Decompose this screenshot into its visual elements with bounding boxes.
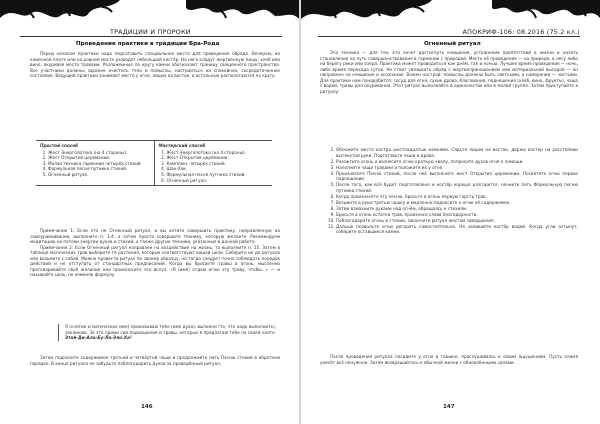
column-title: Мастерский способ [158,143,206,148]
list-item: 2. Жест Открытия церемонии. [167,155,269,161]
list-item: 1. Обложите место костра шестнадцатью камнями. Сядьте лицом на восток, держа костер на расстоянии вытянутой руки. Подготовьте чаши и дрова. [336,147,578,158]
incantation-quote [58,324,276,341]
notes-block [30,228,280,278]
list-item: 4. Произнесите Песню стихий, после неё выполните жест Открытия церемонии. Посвятите огню первое подношение. [336,171,578,182]
list-item: 3. Малая техника гармонии четырёх стихий. [48,161,150,167]
list-item: 11. Дальше позвольте огню догореть самостоятельно. Не заливайте костёр водой. Когда угли остынут, соберите оставшиеся камни. [336,224,578,235]
simple-method-column [36,141,154,185]
section-title: Проведение практики в традиции Бра-Рода [76,41,220,47]
page-number: 146 [141,404,153,410]
section-title: Огненный ритуал [424,41,481,47]
list-item: 10. Поблагодарите огонь и стихии, закончите ритуал жестом завершения. [336,218,578,224]
header-rule [318,36,580,37]
master-method-column [154,141,273,185]
running-head: ТРАДИЦИИ И ПРОРОКИ [110,28,191,36]
note-paragraph: Примечание 2: Если Огненный ритуал направлен на воздействие на жизнь, то выполните п. 15. Затем в таблице магических трав выберите те растения, которые соответствуют вашей цели. Соберите их до ритуала или возьмите с собой. Можно провести ритуал по своему образцу, но тогда следует точно соблюдать порядок действий и не отступать от стандартных предписаний. Когда вы бросаете травы в огонь, мысленно проговаривайте своё желание или произносите его вслух: «Я (имя) отдаю огню эту траву, чтобы...» — и называйте цель, не изменяя формулу. [30,244,280,277]
methods-table [36,140,272,186]
list-item: 6. Огненный ритуал. [167,178,269,184]
list-item: 4. Шан-Хак. [167,166,269,172]
list-item: 5. Формульная песня путника стихий. [167,172,269,178]
column-title: Простой способ [40,143,79,148]
ritual-steps-list [326,147,578,235]
list-item: 1. Жест Энергопотока (на 4 стороны). [48,150,150,156]
list-item: 9. Бросьте в огонь остатки трав, произнося слова благодарности. [336,212,578,218]
note-paragraph: Примечание 1: Если это не Огненный ритуал, и вы хотите совершить практику, направленную на самоуравнивание, выполните п. 1-4, а затем просто совершите технику, которую желаете. Рекомендуем медитацию на потоки энергии духов и стихий, а также другие техники, указанные в данной работе. [30,228,280,244]
page-number: 147 [443,404,455,410]
list-item: 6. Когда произнесёте эту песню, бросьте в огонь первую горсть трав. [336,194,578,200]
list-item: 1. Жест Энергопотока (на 4 стороны). [167,150,269,156]
list-item: 2. Разожгите огонь и вознесите огню краткую хвалу, попросите духов огня о помощи. [336,159,578,165]
quote-text: Я (снятие и магическое имя) приказываю тебе (имя духа), выполни (то, что надо выполнить), заклинаю. За это прими сии подношения и травы, которые я предлагаю тебе по своей охоте. [65,324,276,335]
closing-paragraph: Затем подносите содержимое третьей и четвёртой чаши и продолжайте петь Песню стихий в обратном порядке. В конце ритуала не забудьте поблагодарить духов за проведённый ритуал. [30,355,280,366]
list-item: 4. Формульная песня путника стихий. [48,166,150,172]
closing-paragraph: После проведения ритуала посидите у огня в тишине, прислушиваясь к своим ощущениям. Пусть пламя унесёт всё ненужное. Затем возвращайтесь к обычной жизни с обновлёнными силами. [320,354,578,365]
list-item: 3. Комплекс четырёх стихий. [167,161,269,167]
header-rule [20,36,282,37]
list-item: 5. После того, как всё будет подготовлено и костёр хорошо разгорится, начните петь Формульную песню путника стихий. [336,182,578,193]
list-item: 7. Возьмите в руки третью чашку и медленно подносите к огню её содержимое. [336,200,578,206]
list-item: 2. Жест Открытия церемонии. [48,155,150,161]
quote-highlight: Этой-Ди-Ала-Бу-Ла-Эло-Ха! [65,335,132,340]
list-item: 3. Наполните чаши травами и положите их у огня. [336,165,578,171]
list-item: 5. Огненный ритуал. [48,172,150,178]
list-item: 8. Затем взмахните руками над огнём, обращаясь к стихиям. [336,206,578,212]
intro-paragraph: Перед началом практики надо подготовить специальное место для проведения обряда. Вечером, на каменной плите или на ровном месте разводят небольшой костёр. На него кладут жертвенную пищу, хлеб или вино, окуривая место травами. Разложенные по кругу камни обозначают границу священного пространства. Все участники должны заранее очистить тело и помыслы, настроиться на спокойное, сосредоточенное состояние. Ведущий практики занимает место у огня, лицом на восток, а остальные располагаются по кругу. [30,51,280,78]
intro-paragraph: Эта техника — для тех, кто хочет достигнуть очищения, устранения препятствий в жизни и начать становление на путь совершенствования в гармонии с природой. Место её проведения — на природе, в лесу либо на берегу реки или озера. Практика может проводиться как днём, так и ночью. Лучшее время проведения — ночь, либо время перехода суток. Не стоит связывать обряд с жертвоприношением или материальной выгодой — он направлен на очищение и осознание. Важен настрой: помыслы должны быть светлыми, а намерения — чистыми. Для практики нам понадобится: сосуд для огня, сухие дрова, благовония, подношения (хлеб, вино, фрукты), чаша с водой, травы для окуривания. Этот ритуал выполняйте в одиночестве или в малой группе. Затем приступайте к ритуалу: [320,50,578,94]
running-head: АПОКРИФ-106: 08.2016 (75.2 кл.) [462,28,580,36]
right-page [300,0,600,424]
